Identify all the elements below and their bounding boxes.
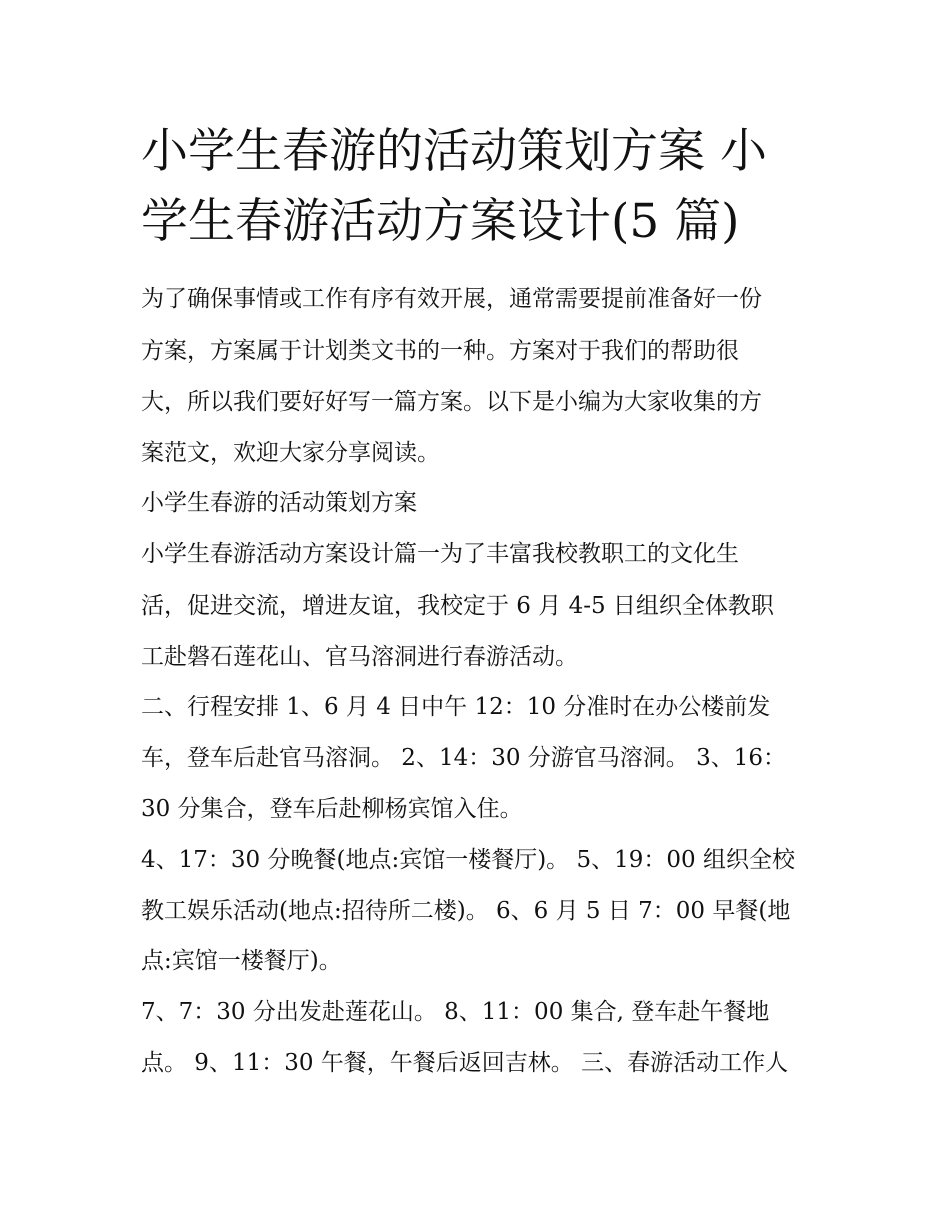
paragraph-line: 7、7：30 分出发赴莲花山。 8、11：00 集合, 登车赴午餐地 [141, 999, 770, 1025]
paragraph-line: 案范文，欢迎大家分享阅读。 [141, 440, 440, 466]
paragraph-line: 车，登车后赴官马溶洞。 2、14：30 分游官马溶洞。 3、16： [141, 745, 786, 771]
paragraph-line: 为了确保事情或工作有序有效开展，通常需要提前准备好一份 [141, 286, 762, 312]
paragraph-line: 活，促进交流，增进友谊，我校定于 6 月 4-5 日组织全体教职 [141, 593, 774, 619]
paragraph-line: 小学生春游活动方案设计篇一为了丰富我校教职工的文化生 [141, 541, 739, 567]
document-title: 小学生春游的活动策划方案 小 学生春游活动方案设计(5 篇) [141, 124, 767, 249]
paragraph-line: 4、17：30 分晚餐(地点:宾馆一楼餐厅)。 5、19：00 组织全校 [141, 847, 795, 873]
paragraph-line: 点。 9、11：30 午餐，午餐后返回吉林。 三、春游活动工作人 [141, 1050, 789, 1076]
paragraph-line: 二、行程安排 1、6 月 4 日中午 12：10 分准时在办公楼前发 [141, 694, 771, 720]
paragraph-line: 大，所以我们要好好写一篇方案。以下是小编为大家收集的方 [141, 389, 762, 415]
paragraph-line: 方案，方案属于计划类文书的一种。方案对于我们的帮助很 [141, 338, 739, 364]
paragraph-line: 30 分集合，登车后赴柳杨宾馆入住。 [141, 796, 523, 822]
paragraph-line: 点:宾馆一楼餐厅)。 [141, 948, 342, 974]
paragraph-line: 工赴磐石莲花山、官马溶洞进行春游活动。 [141, 644, 578, 670]
section-heading: 小学生春游的活动策划方案 [141, 490, 417, 516]
paragraph-line: 教工娱乐活动(地点:招待所二楼)。 6、6 月 5 日 7：00 早餐(地 [141, 898, 791, 924]
